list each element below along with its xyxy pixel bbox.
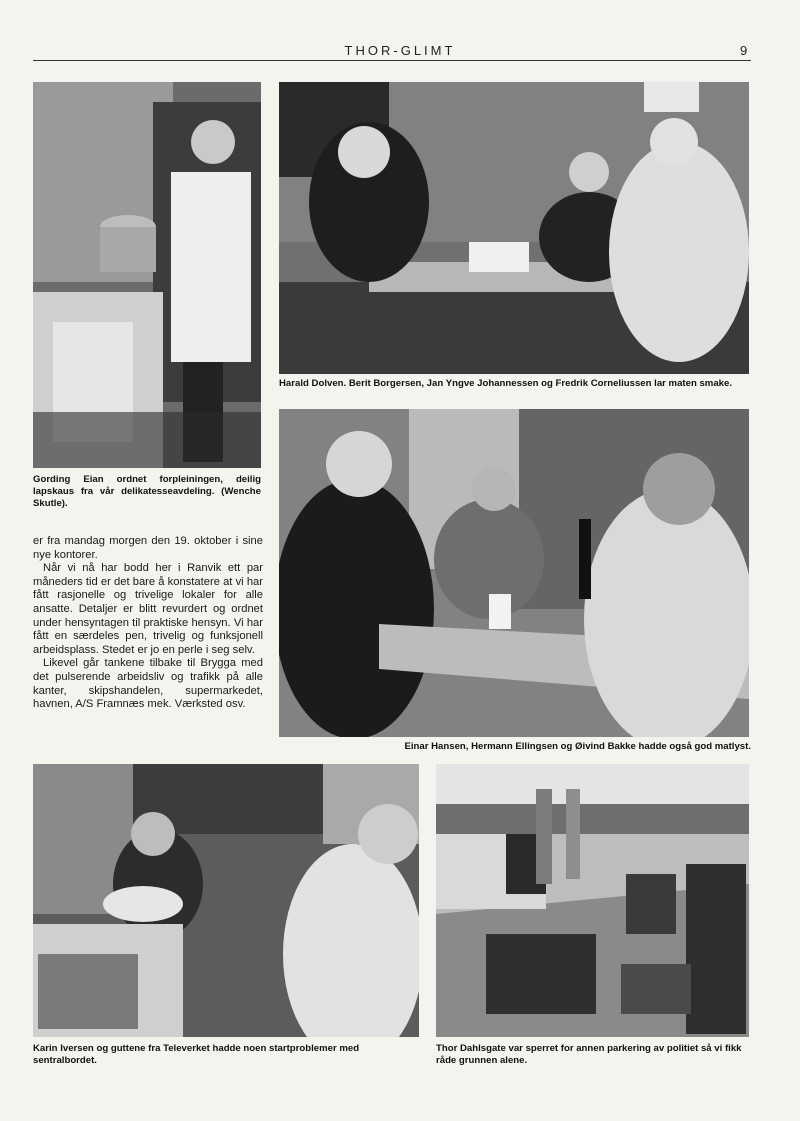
article-paragraph: er fra mandag morgen den 19. oktober i sine nye kontorer. bbox=[33, 535, 263, 561]
kitchen-photo bbox=[33, 82, 261, 468]
switchboard-caption: Karin Iversen og guttene fra Televerket hadde noen startproblemer med sentralbordet. bbox=[33, 1043, 360, 1066]
kitchen-caption: Gording Eian ordnet forpleiningen, deilig lapskaus fra vår delikatesseavdeling. (Wenche Skutle). bbox=[33, 474, 261, 509]
street-caption: Thor Dahlsgate var sperret for annen parkering av politiet så vi fikk råde grunnen alene. bbox=[436, 1043, 742, 1066]
magazine-title: THOR-GLIMT bbox=[344, 43, 456, 58]
page-number: 9 bbox=[740, 43, 748, 58]
article-body bbox=[33, 535, 263, 712]
article-paragraph: Likevel går tankene tilbake til Brygga med det pulserende arbeidsliv og trafikk på alle kanter, skipshandelen, supermarkedet, havnen, A/S Framnæs mek. Værksted osv. bbox=[33, 657, 263, 711]
parking-street-photo bbox=[436, 764, 749, 1037]
lunch-table-caption: Harald Dolven. Berit Borgersen, Jan Yngve Johannessen og Fredrik Corneliussen lar maten smake. bbox=[279, 378, 733, 389]
three-men-eating-photo bbox=[279, 409, 749, 737]
article-paragraph: Når vi nå har bodd her i Ranvik ett par måneders tid er det bare å konstatere at vi har fått rasjonelle og trivelige lokaler for alle ansatte. Detaljer er blitt revurdert og ordnet under hensyntagen til praktiske hensyn. Vi har fått en særdeles pen, trivelig og funksjonell arbeidsplass. Stedet er jo en perle i seg selv. bbox=[33, 562, 263, 656]
three-men-caption: Einar Hansen, Hermann Ellingsen og Øivind Bakke hadde også god matlyst. bbox=[404, 741, 751, 752]
header-divider bbox=[33, 60, 751, 61]
lunch-table-photo bbox=[279, 82, 749, 374]
switchboard-photo bbox=[33, 764, 419, 1037]
